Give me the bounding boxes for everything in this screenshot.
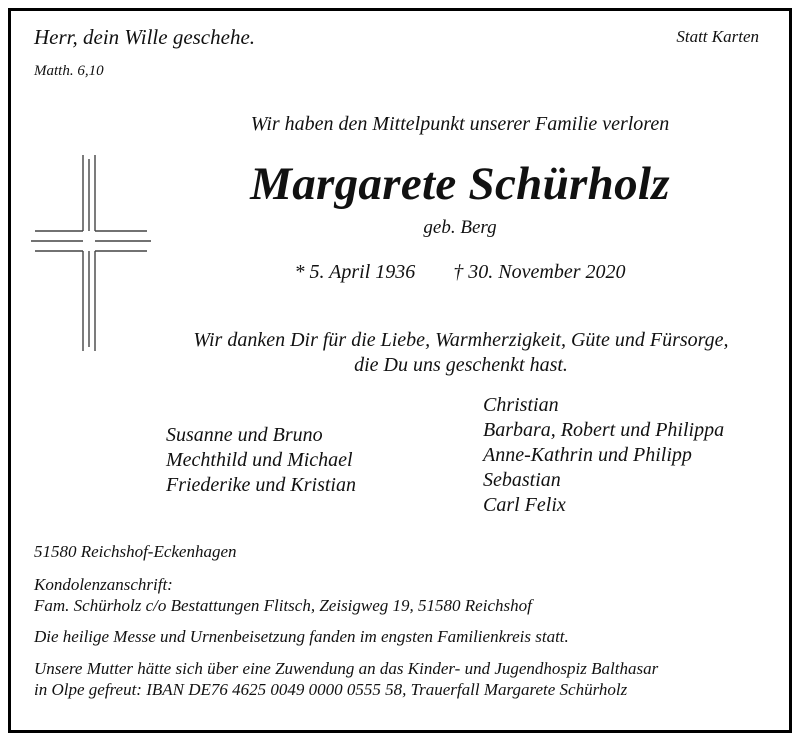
family-member: Susanne und Bruno bbox=[166, 424, 323, 446]
bible-reference: Matth. 6,10 bbox=[34, 63, 104, 79]
bible-quote: Herr, dein Wille geschehe. bbox=[34, 25, 256, 49]
thanks-line-1: Wir danken Dir für die Liebe, Warmherzigkeit, Güte und Fürsorge, bbox=[193, 329, 729, 351]
kondolenz-block bbox=[34, 574, 532, 616]
place-line: 51580 Reichshof-Eckenhagen bbox=[34, 542, 237, 561]
death-date: † 30. November 2020 bbox=[453, 261, 626, 283]
family-member: Carl Felix bbox=[483, 494, 566, 516]
thanks-line-2: die Du uns geschenkt hast. bbox=[354, 354, 568, 376]
life-dates bbox=[11, 261, 789, 284]
family-list-left bbox=[166, 423, 356, 498]
family-member: Mechthild und Michael bbox=[166, 449, 353, 471]
family-member: Christian bbox=[483, 394, 559, 416]
donation-line-2: in Olpe gefreut: IBAN DE76 4625 0049 0000 0555 58, Trauerfall Margarete Schürholz bbox=[34, 680, 628, 699]
statt-karten-label: Statt Karten bbox=[676, 27, 759, 46]
donation-note bbox=[34, 658, 658, 700]
intro-line: Wir haben den Mittelpunkt unserer Familie verloren bbox=[250, 113, 670, 135]
messe-note: Die heilige Messe und Urnenbeisetzung fanden im engsten Familienkreis statt. bbox=[34, 627, 569, 646]
family-member: Friederike und Kristian bbox=[166, 474, 356, 496]
family-member: Barbara, Robert und Philippa bbox=[483, 419, 725, 441]
birth-date: * 5. April 1936 bbox=[294, 261, 416, 283]
deceased-name: Margarete Schürholz bbox=[250, 158, 670, 210]
kondolenz-label: Kondolenzanschrift: bbox=[34, 575, 173, 594]
kondolenz-address: Fam. Schürholz c/o Bestattungen Flitsch, Zeisigweg 19, 51580 Reichshof bbox=[34, 596, 532, 615]
maiden-name: geb. Berg bbox=[423, 217, 497, 238]
thanks-text bbox=[141, 328, 781, 378]
donation-line-1: Unsere Mutter hätte sich über eine Zuwendung an das Kinder- und Jugendhospiz Balthasar bbox=[34, 659, 659, 678]
family-member: Anne-Kathrin und Philipp bbox=[483, 444, 692, 466]
obituary-notice bbox=[8, 8, 792, 733]
family-member: Sebastian bbox=[483, 469, 561, 491]
family-list-right bbox=[483, 393, 724, 518]
